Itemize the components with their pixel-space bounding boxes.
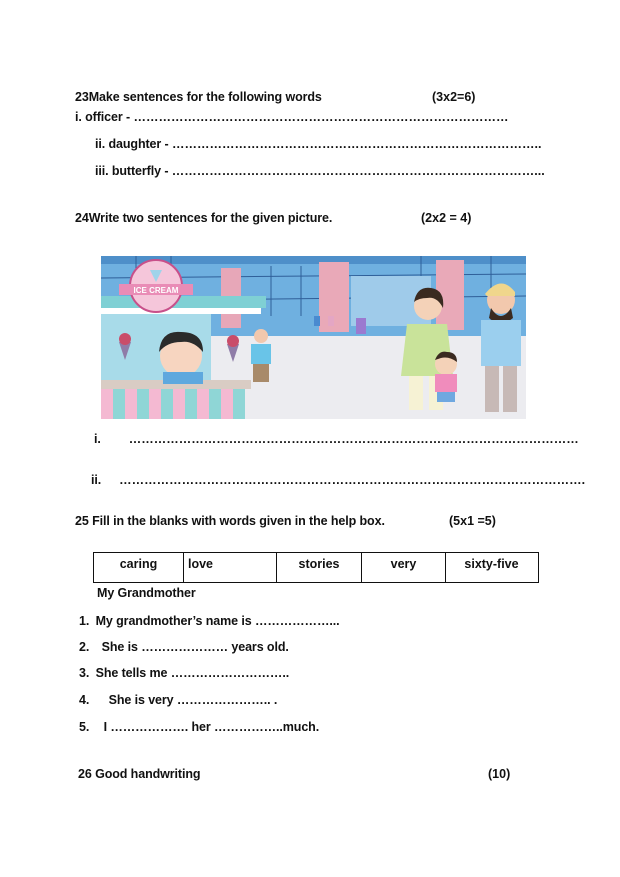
- item-label: i. officer -: [75, 110, 134, 124]
- q24-title: 24Write two sentences for the given picture.: [75, 211, 333, 225]
- line-label: i.: [94, 432, 101, 446]
- picture-illustration: [101, 256, 526, 419]
- sentence-number: 2.: [79, 640, 90, 654]
- sentence-text[interactable]: She is ………………… years old.: [101, 640, 289, 654]
- answer-blank[interactable]: ……………………………………………………………………………..: [171, 137, 542, 151]
- sentence-number: 5.: [79, 720, 90, 734]
- q25-sentence-5: [79, 720, 319, 734]
- help-box: [93, 552, 539, 583]
- help-word-sixty-five: sixty-five: [464, 557, 519, 571]
- q23-item-officer: [75, 110, 508, 124]
- q23-item-butterfly: [95, 164, 545, 178]
- sentence-text[interactable]: She is very ………………….. .: [108, 693, 278, 707]
- q26-marks: (10): [488, 767, 511, 781]
- answer-blank[interactable]: ……………………………………………………………………………...: [171, 164, 545, 178]
- answer-blank[interactable]: ………………………………………………………………………………: [133, 110, 509, 124]
- sentence-number: 1.: [79, 614, 90, 628]
- q25-sentence-3: [79, 666, 289, 680]
- item-label: iii. butterfly -: [95, 164, 172, 178]
- q25-subtitle: My Grandmother: [97, 586, 196, 600]
- help-word-very: very: [362, 553, 446, 582]
- svg-text:ICE CREAM: ICE CREAM: [133, 286, 179, 295]
- sentence-number: 4.: [79, 693, 90, 707]
- line-label: ii.: [91, 473, 102, 487]
- q25-sentence-4: [79, 693, 277, 707]
- q25-marks: (5x1 =5): [449, 514, 496, 528]
- help-word-caring: caring: [94, 553, 184, 582]
- help-word-love: love: [184, 553, 277, 582]
- sentence-text[interactable]: I ………………. her ……………..much.: [103, 720, 320, 734]
- answer-blank[interactable]: ………………………………………………………………………………………………: [128, 432, 579, 446]
- q23-item-daughter: [95, 137, 541, 151]
- q25-sentence-1: [79, 614, 339, 628]
- item-label: ii. daughter -: [95, 137, 172, 151]
- stall-stripes: [101, 388, 245, 419]
- q24-marks: (2x2 = 4): [421, 211, 472, 225]
- q25-sentence-2: [79, 640, 289, 654]
- sentence-number: 3.: [79, 666, 90, 680]
- sentence-text[interactable]: She tells me ………………………..: [95, 666, 290, 680]
- q25-title: 25 Fill in the blanks with words given in the help box.: [75, 514, 385, 528]
- answer-blank[interactable]: ………………………………………………………………………………………………….: [119, 473, 586, 487]
- help-word-stories: stories: [277, 553, 362, 582]
- mall-ice-cream-picture: [101, 256, 526, 419]
- q26-title: 26 Good handwriting: [78, 767, 201, 781]
- sentence-text[interactable]: My grandmother’s name is ………………...: [95, 614, 340, 628]
- q24-line-2: [91, 473, 585, 487]
- q24-line-1: [94, 432, 579, 446]
- q23-title: 23Make sentences for the following words: [75, 90, 322, 104]
- q23-marks: (3x2=6): [432, 90, 476, 104]
